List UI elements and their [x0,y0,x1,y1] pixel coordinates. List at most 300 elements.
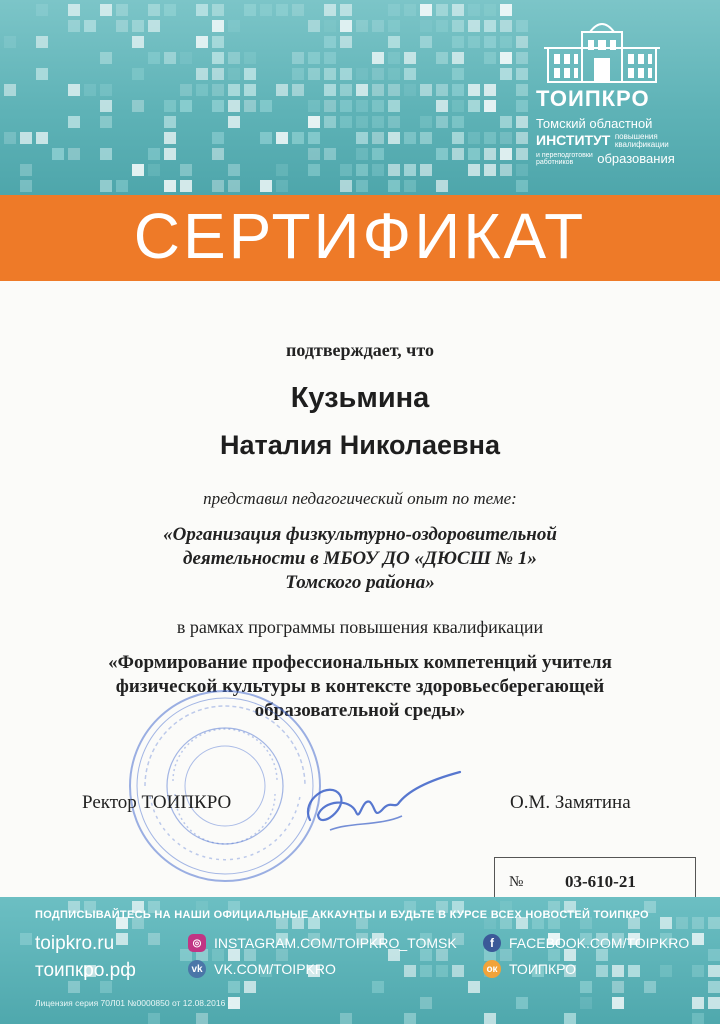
mosaic-tile [324,68,336,80]
mosaic-tile [436,965,448,977]
mosaic-tile [212,148,224,160]
mosaic-tile [212,84,224,96]
mosaic-tile [452,68,464,80]
mosaic-tile [20,933,32,945]
mosaic-tile [148,52,160,64]
title-band [0,195,720,281]
mosaic-tile [20,180,32,192]
mosaic-tile [484,1013,496,1024]
mosaic-tile [100,180,112,192]
mosaic-tile [68,20,80,32]
logo-line-2 [536,132,669,150]
mosaic-tile [84,84,96,96]
mosaic-tile [100,981,112,993]
mosaic-tile [468,164,480,176]
mosaic-tile [308,52,320,64]
mosaic-tile [260,180,272,192]
confirms-text: подтверждает, что [286,340,434,360]
mosaic-tile [100,4,112,16]
mosaic-tile [20,132,32,144]
mosaic-tile [324,84,336,96]
mosaic-tile [308,132,320,144]
mosaic-tile [4,36,16,48]
odnoklassniki-icon: ок [483,960,501,978]
license-text: Лицензия серия 70Л01 №0000850 от 12.08.2016 г. [35,998,233,1008]
mosaic-tile [356,68,368,80]
logo-institute: ИНСТИТУТ [536,132,611,148]
mosaic-tile [420,20,432,32]
number-sign: № [509,874,524,890]
mosaic-tile [500,148,512,160]
facebook-label: FACEBOOK.COM/TOIPKRO [509,935,690,951]
mosaic-tile [212,52,224,64]
mosaic-tile [452,132,464,144]
mosaic-tile [164,132,176,144]
certificate-title: СЕРТИФИКАТ [133,200,587,272]
mosaic-tile [484,36,496,48]
topic-text [0,523,720,595]
mosaic-tile [276,84,288,96]
mosaic-tile [356,116,368,128]
mosaic-tile [356,84,368,96]
mosaic-tile [404,84,416,96]
mosaic-tile [148,148,160,160]
mosaic-tile [100,148,112,160]
mosaic-tile [324,4,336,16]
mosaic-tile [500,68,512,80]
topic-line-3: Томского района» [285,572,435,593]
mosaic-tile [516,164,528,176]
mosaic-tile [452,52,464,64]
mosaic-tile [164,116,176,128]
mosaic-tile [340,1013,352,1024]
mosaic-tile [404,68,416,80]
footer-band [0,897,720,1024]
mosaic-tile [340,84,352,96]
mosaic-tile [516,36,528,48]
mosaic-tile [452,965,464,977]
mosaic-tile [484,20,496,32]
mosaic-tile [420,116,432,128]
mosaic-tile [388,180,400,192]
facebook-link[interactable] [483,934,689,952]
mosaic-tile [68,148,80,160]
mosaic-tile [148,933,160,945]
mosaic-tile [372,100,384,112]
mosaic-tile [324,20,336,32]
mosaic-tile [116,933,128,945]
mosaic-tile [180,100,192,112]
mosaic-tile [436,148,448,160]
mosaic-tile [692,933,704,945]
mosaic-tile [356,100,368,112]
mosaic-tile [484,4,496,16]
mosaic-tile [260,100,272,112]
mosaic-tile [692,997,704,1009]
mosaic-tile [116,180,128,192]
mosaic-tile [356,164,368,176]
mosaic-tile [276,4,288,16]
mosaic-tile [452,36,464,48]
mosaic-tile [212,180,224,192]
mosaic-tile [164,52,176,64]
mosaic-tile [324,116,336,128]
mosaic-tile [148,1013,160,1024]
mosaic-tile [404,180,416,192]
mosaic-tile [68,981,80,993]
mosaic-tile [484,164,496,176]
rector-title: Ректор ТОИПКРО [82,792,232,813]
mosaic-tile [420,36,432,48]
mosaic-tile [452,100,464,112]
mosaic-tile [308,100,320,112]
mosaic-tile [132,36,144,48]
mosaic-tile [516,116,528,128]
mosaic-tile [164,100,176,112]
mosaic-tile [388,20,400,32]
mosaic-tile [436,4,448,16]
mosaic-tile [612,997,624,1009]
recipient-surname: Кузьмина [290,382,430,414]
mosaic-tile [500,164,512,176]
building-icon [542,18,662,84]
mosaic-tile [148,164,160,176]
logo-name: ТОИПКРО [536,86,650,111]
mosaic-tile [212,20,224,32]
mosaic-tile [436,100,448,112]
mosaic-tile [196,4,208,16]
mosaic-tile [132,100,144,112]
mosaic-tile [500,52,512,64]
mosaic-tile [228,164,240,176]
mosaic-tile [372,132,384,144]
mosaic-tile [468,981,480,993]
mosaic-tile [4,132,16,144]
mosaic-tile [436,180,448,192]
mosaic-tile [388,100,400,112]
mosaic-tile [708,997,720,1009]
mosaic-tile [468,20,480,32]
mosaic-tile [244,4,256,16]
recipient-given-name: Наталия Николаевна [220,430,500,460]
mosaic-tile [692,965,704,977]
mosaic-tile [292,84,304,96]
mosaic-tile [340,116,352,128]
mosaic-tile [52,148,64,160]
program-line-1: «Формирование профессиональных компетенций учителя [108,652,612,673]
mosaic-tile [468,84,480,96]
mosaic-tile [100,116,112,128]
mosaic-tile [244,68,256,80]
mosaic-tile [420,4,432,16]
mosaic-tile [196,1013,208,1024]
mosaic-tile [180,180,192,192]
mosaic-tile [388,132,400,144]
program-intro-text: в рамках программы повышения квалификации [176,617,544,637]
mosaic-tile [404,4,416,16]
mosaic-tile [196,84,208,96]
mosaic-tile [516,100,528,112]
program-line-3: образовательной среды» [254,700,466,721]
mosaic-tile [468,148,480,160]
mosaic-tile [388,164,400,176]
mosaic-tile [100,52,112,64]
mosaic-tile [404,965,416,977]
logo-small-b: квалификации [614,139,669,149]
mosaic-tile [468,4,480,16]
mosaic-tile [516,68,528,80]
mosaic-tile [308,148,320,160]
mosaic-tile [292,132,304,144]
mosaic-tile [292,68,304,80]
mosaic-tile [148,4,160,16]
mosaic-tile [372,68,384,80]
mosaic-tile [244,981,256,993]
mosaic-tile [580,997,592,1009]
mosaic-tile [436,20,448,32]
mosaic-tile [132,164,144,176]
vk-icon: vk [188,960,206,978]
mosaic-tile [452,84,464,96]
mosaic-tile [260,132,272,144]
odnoklassniki-label: ТОИПКРО [509,961,577,977]
mosaic-tile [68,84,80,96]
mosaic-tile [36,4,48,16]
mosaic-tile [484,52,496,64]
mosaic-tile [388,36,400,48]
mosaic-tile [164,180,176,192]
program-line-2: физической культуры в контексте здоровьесберегающей [115,676,605,697]
mosaic-tile [228,180,240,192]
mosaic-tile [484,100,496,112]
logo-line-3 [536,150,675,168]
mosaic-tile [228,116,240,128]
mosaic-tile [388,68,400,80]
mosaic-tile [468,132,480,144]
mosaic-tile [212,36,224,48]
mosaic-tile [372,20,384,32]
odnoklassniki-link[interactable] [483,960,576,978]
mosaic-tile [660,917,672,929]
mosaic-tile [420,132,432,144]
mosaic-tile [244,52,256,64]
mosaic-tile [276,132,288,144]
mosaic-tile [4,84,16,96]
mosaic-tile [516,180,528,192]
mosaic-tile [324,148,336,160]
mosaic-tile [388,116,400,128]
mosaic-tile [340,100,352,112]
facebook-icon: f [483,934,501,952]
mosaic-tile [356,132,368,144]
mosaic-tile [244,100,256,112]
mosaic-tile [596,965,608,977]
mosaic-tile [708,981,720,993]
mosaic-tile [516,84,528,96]
mosaic-tile [516,148,528,160]
mosaic-tile [20,164,32,176]
program-text [0,651,720,723]
mosaic-tile [340,4,352,16]
mosaic-tile [404,164,416,176]
mosaic-tile [660,965,672,977]
mosaic-tile [516,52,528,64]
mosaic-tile [356,180,368,192]
instagram-icon: ◎ [188,934,206,952]
mosaic-tile [36,132,48,144]
mosaic-tile [292,52,304,64]
logo-small-d: работников [536,158,574,166]
mosaic-tile [308,68,320,80]
mosaic-tile [228,981,240,993]
mosaic-tile [116,4,128,16]
mosaic-tile [100,100,112,112]
mosaic-tile [36,68,48,80]
subscribe-text: ПОДПИСЫВАЙТЕСЬ НА НАШИ ОФИЦИАЛЬНЫЕ АККАУНТЫ И БУДЬТЕ В КУРСЕ ВСЕХ НОВОСТЕЙ ТОИПКРО [35,909,649,921]
mosaic-tile [340,20,352,32]
mosaic-tile [372,84,384,96]
mosaic-tile [180,52,192,64]
mosaic-tile [452,20,464,32]
mosaic-tile [452,116,464,128]
mosaic-tile [372,981,384,993]
mosaic-tile [228,100,240,112]
mosaic-tile [708,965,720,977]
mosaic-tile [612,981,624,993]
mosaic-tile [276,180,288,192]
mosaic-tile [516,20,528,32]
mosaic-tile [388,4,400,16]
mosaic-tile [36,36,48,48]
mosaic-tile [340,36,352,48]
mosaic-tile [228,52,240,64]
mosaic-tile [420,164,432,176]
topic-line-1: «Организация физкультурно-оздоровительной [163,524,557,545]
registration-number: 03-610-21 [565,872,636,891]
mosaic-tile [116,20,128,32]
mosaic-tile [276,164,288,176]
mosaic-tile [500,132,512,144]
mosaic-tile [308,116,320,128]
website-link-latin[interactable]: toipkro.ru [35,933,115,954]
mosaic-tile [484,84,496,96]
mosaic-tile [404,132,416,144]
mosaic-tile [212,132,224,144]
mosaic-tile [228,20,240,32]
mosaic-tile [500,116,512,128]
mosaic-tile [292,4,304,16]
logo-small-c: и переподготовки [536,151,593,159]
mosaic-tile [260,4,272,16]
mosaic-tile [340,164,352,176]
mosaic-tile [644,981,656,993]
mosaic-tile [340,68,352,80]
mosaic-tile [308,20,320,32]
mosaic-tile [708,917,720,929]
mosaic-tile [500,4,512,16]
mosaic-tile [404,52,416,64]
mosaic-tile [436,52,448,64]
topic-line-2: деятельности в МБОУ ДО «ДЮСШ № 1» [183,548,537,569]
mosaic-tile [324,100,336,112]
mosaic-tile [420,965,432,977]
mosaic-tile [388,84,400,96]
mosaic-tile [420,997,432,1009]
mosaic-tile [68,116,80,128]
mosaic-tile [564,1013,576,1024]
mosaic-tile [212,100,224,112]
mosaic-tile [324,36,336,48]
mosaic-tile [308,164,320,176]
mosaic-tile [356,148,368,160]
mosaic-tile [68,4,80,16]
instagram-label: INSTAGRAM.COM/TOIPKRO_TOMSK [214,935,457,951]
logo-line-1: Томский областной [536,116,653,131]
mosaic-tile [500,20,512,32]
mosaic-tile [372,148,384,160]
mosaic-tile [484,148,496,160]
mosaic-tile [164,4,176,16]
instagram-link[interactable] [188,934,457,952]
mosaic-tile [436,84,448,96]
mosaic-tile [516,997,528,1009]
mosaic-tile [692,917,704,929]
mosaic-tile [132,68,144,80]
mosaic-tile [164,148,176,160]
presented-text: представил педагогический опыт по теме: [203,489,517,508]
mosaic-tile [196,36,208,48]
mosaic-tile [180,84,192,96]
mosaic-tile [372,164,384,176]
mosaic-tile [212,68,224,80]
mosaic-tile [340,180,352,192]
website-link-cyrillic[interactable]: тоипкро.рф [35,960,136,981]
mosaic-tile [404,1013,416,1024]
mosaic-tile [244,84,256,96]
mosaic-tile [212,4,224,16]
mosaic-tile [500,36,512,48]
mosaic-tile [452,148,464,160]
toipkro-logo [532,18,682,188]
handwritten-signature [290,760,470,850]
mosaic-tile [356,20,368,32]
vk-link[interactable] [188,960,336,978]
logo-small-block-2 [536,152,593,166]
mosaic-tile [100,84,112,96]
mosaic-tile [452,4,464,16]
mosaic-tile [84,20,96,32]
mosaic-tile [132,20,144,32]
mosaic-tile [692,1013,704,1024]
mosaic-tile [484,132,496,144]
vk-label: VK.COM/TOIPKRO [214,961,336,977]
header-band [0,0,720,195]
mosaic-tile [228,84,240,96]
mosaic-tile [180,164,192,176]
mosaic-tile [516,132,528,144]
mosaic-tile [420,84,432,96]
mosaic-tile [372,52,384,64]
mosaic-tile [324,52,336,64]
mosaic-tile [436,116,448,128]
mosaic-tile [468,100,480,112]
mosaic-tile [372,116,384,128]
mosaic-tile [388,52,400,64]
mosaic-tile [628,965,640,977]
mosaic-tile [196,68,208,80]
mosaic-tile [676,917,688,929]
mosaic-tile [228,68,240,80]
